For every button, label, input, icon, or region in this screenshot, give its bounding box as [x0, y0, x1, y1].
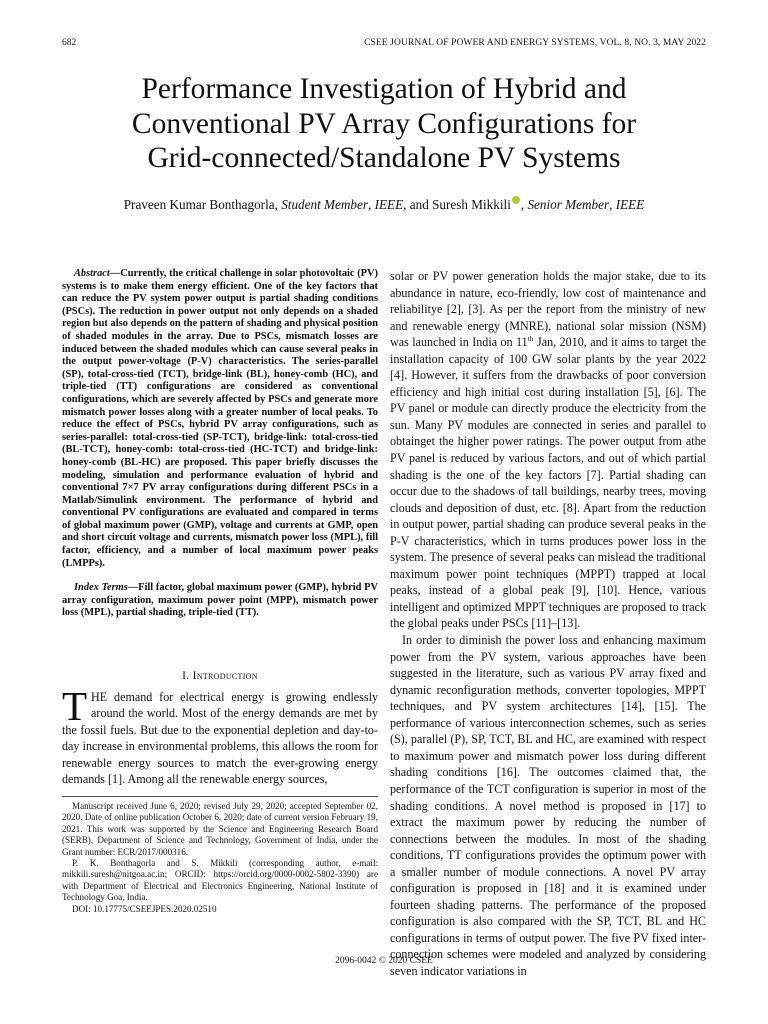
index-terms: Index Terms—Fill factor, global maximum power (GMP), hybrid PV array configuration, maximum power point (MPP), mismatch power loss (MPL), partial shading, triple-tied (TT). [62, 582, 378, 619]
body-text: Jan, 2010, and it aims to target the installation capacity of 100 GW solar plants by the year 2022 [4]. However, it suffers from the drawbacks of poor conversion efficiency and high initial cost during installation [5], [6]. The PV panel or module can directly produce the electricity from the sun. Many PV modules are connected in series and parallel to obtainget the higher power ratings. The power output from athe PV panel is reduced by various factors, and out of which partial shading is the one of the key factors [7]. Partial shading can occur due to the shadows of tall buildings, nearby trees, moving clouds and deposition of dust, etc. [8]. Apart from the reduction in output power, partial shading can produce several peaks in the P-V characteristics, which in turns produces power loss in the system. The presence of several peaks can mislead the traditional maximum power point techniques (MPPT) trapped at local peaks, instead of a global peak [9], [10]. Hence, various intelligent and optimized MPPT techniques are proposed to track the global peaks under PSCs [11]–[13]. [390, 335, 706, 631]
author-2-name: and Suresh Mikkili [409, 197, 511, 212]
introduction-paragraph [62, 682, 378, 788]
title-line: Performance Investigation of Hybrid and [141, 73, 627, 105]
footnote-divider [62, 796, 378, 797]
body-text: solar or PV power generation holds the major stake, due to its abundance in nature, eco-friendly, low cost of maintenance and reliabilitye [2], [3]. As per the report from the ministry of new and renewable energy (MNRE), national solar mission (NSM) was launched in India on 11 [390, 269, 706, 350]
left-column [62, 268, 378, 915]
footnotes [62, 801, 378, 915]
abstract: Abstract—Currently, the critical challenge in solar photovoltaic (PV) systems is to make them energy efficient. One of the key factors that can reduce the PV system power output is partial shading conditions (PSCs). The reduction in power output not only depends on a shaded region but also depends on the pattern of shading and physical position of shaded modules in the array. Due to PSCs, mismatch losses are induced between the shaded modules which can cause several peaks in the output power-voltage (P-V) characteristics. The series-parallel (SP), total-cross-tied (TCT), bridge-link (BL), honey-comb (HC), and triple-tied (TT) configurations are considered as conventional configurations, which are severely affected by PSCs and generate more mismatch power losses along with a greater number of local peaks. To reduce the effect of PSCs, hybrid PV array configurations, such as series-parallel: total-cross-tied (SP-TCT), bridge-link: total-cross-tied (BL-TCT), honey-comb: total-cross-tied (HC-TCT) and bridge-link: honey-comb (BL-HC) are proposed. This paper briefly discusses the modeling, simulation and performance evaluation of hybrid and conventional 7×7 PV array configurations during different PSCs in a Matlab/Simulink environment. The performance of hybrid and conventional PV configurations are evaluated and compared in terms of global maximum power (GMP), voltage and currents at GMP, open and short circuit voltage and currents, mismatch power loss (MPL), fill factor, efficiency, and a number of local maximum power peaks (LMPPs). [62, 268, 378, 569]
introduction-text: HE demand for electrical energy is growing endlessly around the world. Most of the energy demands are met by the fossil fuels. But due to the exponential depletion and day-to-day increase in environmental problems, this allows the room for renewable energy sources to match the ever-growing energy demands [1]. Among all the renewable energy sources, [62, 689, 378, 787]
footnote-doi[interactable]: DOI: 10.17775/CSEEJPES.2020.02510 [72, 903, 217, 914]
orcid-icon[interactable] [512, 196, 520, 204]
paper-title [62, 72, 706, 176]
author-2-org: IEEE [615, 197, 645, 212]
section-heading [62, 670, 378, 683]
section-title: Introduction [192, 670, 258, 683]
author-1-role: Student Member [281, 197, 368, 212]
abstract-text: Currently, the critical challenge in solar photovoltaic (PV) systems is to make them energy efficient. One of the key factors that can reduce the PV system power output is partial shading conditions (PSCs). The reduction in power output not only depends on a shaded region but also depends on the pattern of shading and physical position of shaded modules in the array. Due to PSCs, mismatch losses are induced between the shaded modules which can cause several peaks in the output power-voltage (P-V) characteristics. The series-parallel (SP), total-cross-tied (TCT), bridge-link (BL), honey-comb (HC), and triple-tied (TT) configurations are considered as conventional configurations, which are severely affected by PSCs and generate more mismatch power losses along with a greater number of local peaks. To reduce the effect of PSCs, hybrid PV array configurations, such as series-parallel: total-cross-tied (SP-TCT), bridge-link: total-cross-tied (BL-TCT), honey-comb: total-cross-tied (HC-TCT) and bridge-link: honey-comb (BL-HC) are proposed. This paper briefly discusses the modeling, simulation and performance evaluation of hybrid and conventional 7×7 PV array configurations during different PSCs in a Matlab/Simulink environment. The performance of hybrid and conventional PV configurations are evaluated and compared in terms of global maximum power (GMP), voltage and currents at GMP, open and short circuit voltage and currents, mismatch power loss (MPL), fill factor, efficiency, and a number of local maximum power peaks (LMPPs). [62, 268, 378, 569]
author-2-role: Senior Member [527, 197, 610, 212]
author-1-org: IEEE [374, 197, 404, 212]
footnote-affiliation: P. K. Bonthagorla and S. Mikkili (corresponding author, e-mail: mikkili.suresh@nitgoa.ac.in; ORCID: https://orcid.org/0000-0002-5802-3390) are with Department of Electrical and Electronics Engineering, National Institute of Technology Goa, India. [62, 857, 378, 903]
footnote-manuscript: Manuscript received June 6, 2020; revised July 29, 2020; accepted September 02, 2020. Date of online publication October 6, 2020; date of current version February 19, 2021. This work was supported by the Science and Engineering Research Board (SERB), Department of Science and Technology, Government of India, under the Grant number: ECR/2017/000316. [62, 800, 378, 857]
journal-header: CSEE JOURNAL OF POWER AND ENERGY SYSTEMS, VOL. 8, NO. 3, MAY 2022 [364, 38, 706, 48]
body-paragraph: In order to diminish the power loss and enhancing maximum power from the PV system, various approaches have been suggested in the literature, such as various PV array fixed and dynamic reconfiguration methods, converter topologies, MPPT techniques, and PV system architectures [14], [15]. The performance of various interconnection schemes, such as series (S), parallel (P), SP, TCT, BL and HC, are examined with respect to maximum power and mismatch power loss during different shading conditions [16]. The outcomes claimed that, the performance of the TCT configuration is superior in most of the shading conditions. A novel method is proposed in [17] to extract the maximum power by reducing the number of connections between the modules. In most of the shading conditions, TT configurations provides the optimum power with a smaller number of module connections. A novel PV array configuration is proposed in [18] and it is examined under fourteen shading patterns. The performance of the proposed configuration is also compared with the SP, TCT, BL and HC configurations in terms of output power. The five PV fixed inter-connection schemes were modeled and analyzed by considering seven indicator variations in [390, 633, 706, 978]
author-1-name: Praveen Kumar Bonthagorla, [123, 197, 278, 212]
author-line: Praveen Kumar Bonthagorla, Student Member, IEEE, and Suresh Mikkili , Senior Member, IEEE [123, 197, 645, 212]
superscript: th [527, 334, 534, 344]
body-paragraph [390, 268, 706, 632]
copyright-footer: 2096-0042 © 2020 CSEE [335, 956, 433, 966]
index-terms-label: Index Terms [74, 582, 128, 594]
title-line: Grid-connected/Standalone PV Systems [147, 142, 621, 174]
page-number: 682 [62, 38, 77, 48]
title-line: Conventional PV Array Configurations for [131, 107, 637, 140]
section-number: I. [182, 670, 190, 683]
drop-cap: T [62, 682, 88, 729]
index-terms-text: Fill factor, global maximum power (GMP), hybrid PV array configuration, maximum power point (MPP), mismatch power loss (MPL), partial shading, triple-tied (TT). [62, 582, 378, 619]
abstract-label: Abstract [74, 268, 110, 279]
right-column [390, 268, 706, 980]
